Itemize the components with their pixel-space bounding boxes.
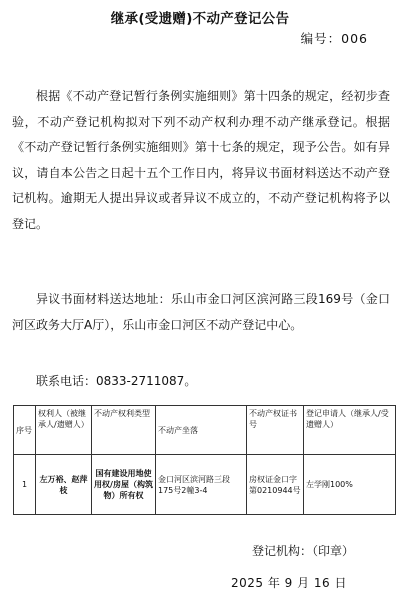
document-number: 编号：006 — [300, 31, 368, 46]
notice-title: 继承(受遗赠)不动产登记公告 — [110, 11, 290, 27]
registration-table — [13, 405, 396, 515]
cell-applicant: 左学刚100% — [304, 455, 396, 515]
header-no: 序号 — [14, 406, 36, 455]
header-location: 不动产坐落 — [156, 406, 247, 455]
header-cert-no: 不动产权证书号 — [247, 406, 304, 455]
cell-location: 金口河区滨河路三段175号2幢3-4 — [156, 455, 247, 515]
notice-date: 2025 年 9 月 16 日 — [230, 576, 347, 590]
cell-cert-no: 房权证金口字第0210944号 — [247, 455, 304, 515]
header-right-type: 不动产权利类型 — [92, 406, 156, 455]
contact-phone: 联系电话：0833-2711087。 — [36, 374, 197, 388]
header-owner: 权利人（被继承人/遗赠人） — [36, 406, 92, 455]
header-applicant: 登记申请人（继承人/受遗赠人） — [304, 406, 396, 455]
cell-right-type: 国有建设用地使用权/房屋（构筑物）所有权 — [92, 455, 156, 515]
table-header-row — [14, 406, 396, 455]
notice-body-paragraph: 根据《不动产登记暂行条例实施细则》第十四条的规定，经初步查验，不动产登记机构拟对下列不动产权利办理不动产继承登记。根据《不动产登记暂行条例实施细则》第十七条的规定，现予公告。如有异议，请自本公告之日起十五个工作日内，将异议书面材料送达不动产登记机构。逾期无人提出异议或者异议不成立的，不动产登记机构将予以登记。 — [12, 89, 390, 231]
registration-agency-seal: 登记机构：（印章） — [251, 544, 354, 558]
cell-owner: 左万裕、赵萍枝 — [36, 455, 92, 515]
table-row — [14, 455, 396, 515]
objection-address-paragraph: 异议书面材料送达地址：乐山市金口河区滨河路三段169号（金口河区政务大厅A厅），乐山市金口河区不动产登记中心。 — [12, 292, 390, 332]
cell-no: 1 — [14, 455, 36, 515]
